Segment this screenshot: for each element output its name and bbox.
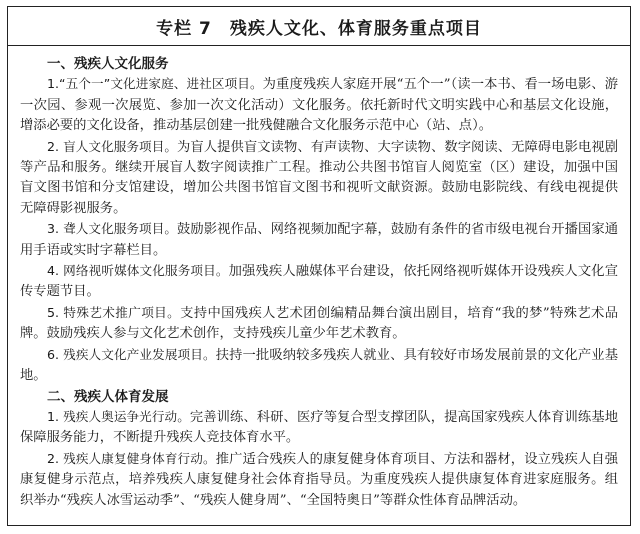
box-title: 残疾人文化、体育服务重点项目 bbox=[229, 18, 482, 39]
item-text: 鼓励影视作品、网络视频加配字幕，鼓励有条件的省市级电视台开播国家通用手语或实时字幕栏目。 bbox=[20, 222, 618, 258]
box-label: 专栏 7 bbox=[156, 18, 212, 39]
item-text: 为盲人提供盲文读物、有声读物、大字读物、数字阅读、无障碍电影电视剧等产品和服务。继续开展盲人数字阅读推广工程。推动公共图书馆盲人阅览室（区）建设，加强中国盲文图书馆和分支馆建设，增加公共图书馆盲文图书和视听文献资源。鼓励电影院线、有线电视提供无障碍影视服务。 bbox=[20, 139, 618, 216]
item-text: 扶持一批吸纳较多残疾人就业、具有较好市场发展前景的文化产业基地。 bbox=[20, 347, 619, 384]
item-lead: 2. 残疾人康复健身体育行动。 bbox=[47, 450, 216, 466]
feature-box bbox=[7, 6, 631, 526]
item-lead: 1. 残疾人奥运争光行动。 bbox=[47, 408, 190, 424]
culture-item-1 bbox=[20, 74, 618, 136]
sports-item-1 bbox=[20, 407, 618, 449]
item-text: 推广适合残疾人的康复健身体育项目、方法和器材，设立残疾人自强康复健身示范点，培养残疾人康复健身社会体育指导员。为重度残疾人提供康复体育进家庭服务。组织举办“残疾人冰雪运动季”、“残疾人健身周”、“全国特奥日”等群众性体育品牌活动。 bbox=[20, 451, 619, 508]
item-lead: 4. 网络视听媒体文化服务项目。 bbox=[47, 263, 229, 279]
item-lead: 6. 残疾人文化产业发展项目。 bbox=[47, 346, 216, 362]
sports-item-2 bbox=[20, 449, 618, 511]
item-text: 为重度残疾人家庭开展“五个一”（读一本书、看一场电影、游一次园、参观一次展览、参加一次文化活动）文化服务。依托新时代文明实践中心和基层文化设施，增添必要的文化设备，推动基层创建一批残健融合文化服务示范中心（站、点）。 bbox=[20, 77, 618, 134]
section-heading-culture: 一、残疾人文化服务 bbox=[47, 56, 169, 72]
culture-item-6 bbox=[20, 345, 618, 387]
culture-item-3 bbox=[20, 219, 618, 261]
culture-item-4 bbox=[20, 261, 618, 303]
culture-item-5 bbox=[20, 303, 618, 345]
item-lead: 2. 盲人文化服务项目。 bbox=[47, 138, 178, 154]
item-text: 完善训练、科研、医疗等复合型支撑团队，提高国家残疾人体育训练基地保障服务能力，不断提升残疾人竞技体育水平。 bbox=[20, 409, 618, 446]
item-lead: 1.“五个一”文化进家庭、进社区项目。 bbox=[47, 76, 263, 92]
box-title-bar bbox=[8, 7, 630, 46]
item-text: 支持中国残疾人艺术团创编精品舞台演出剧目，培育“我的梦”特殊艺术品牌。鼓励残疾人参与文化艺术创作，支持残疾儿童少年艺术教育。 bbox=[20, 305, 618, 342]
box-content bbox=[8, 46, 630, 511]
item-lead: 5. 特殊艺术推广项目。 bbox=[47, 304, 181, 320]
item-text: 加强残疾人融媒体平台建设，依托网络视听媒体开设残疾人文化宣传专题节目。 bbox=[20, 264, 618, 300]
item-lead: 3. 聋人文化服务项目。 bbox=[47, 221, 178, 237]
culture-item-2 bbox=[20, 137, 618, 220]
section-heading-sports: 二、残疾人体育发展 bbox=[47, 388, 169, 405]
